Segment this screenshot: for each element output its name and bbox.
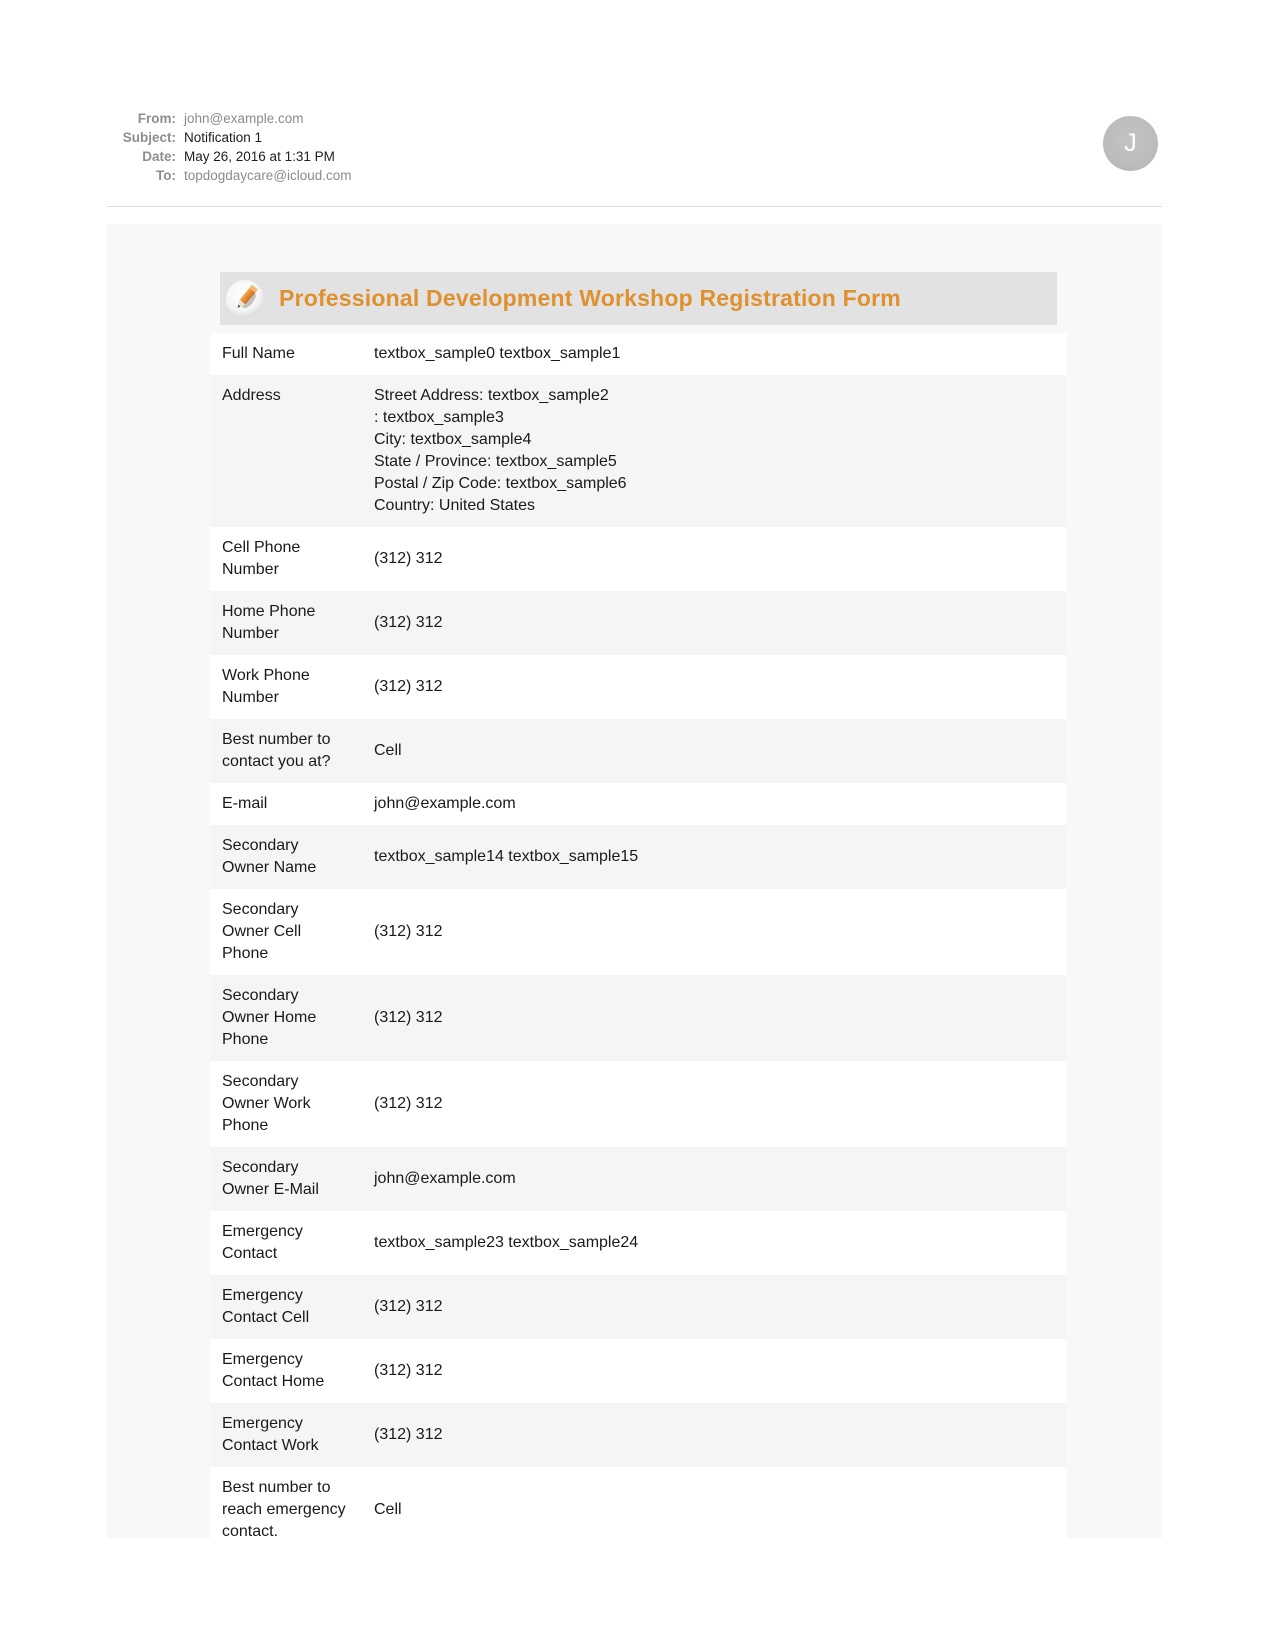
form-row	[210, 783, 1067, 825]
field-label: Secondary Owner E-Mail	[222, 1159, 319, 1198]
mail-field	[110, 166, 352, 185]
mail-field-label: Date:	[142, 149, 176, 164]
mail-field-value: topdogdaycare@icloud.com	[184, 168, 352, 183]
form-row	[210, 1467, 1067, 1538]
mail-field-label: To:	[156, 168, 176, 183]
form-header	[220, 272, 1057, 325]
mail-field-label: Subject:	[122, 130, 176, 145]
field-value: (312) 312	[374, 923, 443, 940]
field-label: Cell Phone Number	[222, 539, 301, 578]
mail-field	[110, 128, 352, 147]
field-value: textbox_sample23 textbox_sample24	[374, 1234, 639, 1251]
form-row	[210, 527, 1067, 591]
form-row	[210, 1211, 1067, 1275]
form-row	[210, 1061, 1067, 1147]
field-label: Best number to contact you at?	[222, 731, 331, 770]
form-title: Professional Development Workshop Registration Form	[279, 285, 901, 311]
field-value: (312) 312	[374, 550, 443, 567]
field-value: Cell	[374, 742, 402, 759]
field-label: Emergency Contact Work	[222, 1415, 319, 1454]
mail-field-label: From:	[137, 111, 176, 126]
field-value: (312) 312	[374, 1298, 443, 1315]
mail-header-fields	[110, 109, 352, 185]
field-value: (312) 312	[374, 1426, 443, 1443]
field-value: (312) 312	[374, 678, 443, 695]
mail-field	[110, 147, 352, 166]
field-label: Emergency Contact	[222, 1223, 303, 1262]
field-value: textbox_sample0 textbox_sample1	[374, 345, 621, 362]
field-label: Secondary Owner Work Phone	[222, 1073, 311, 1134]
field-value: (312) 312	[374, 1362, 443, 1379]
form-row	[210, 375, 1067, 527]
avatar[interactable]: J	[1103, 116, 1158, 171]
mail-field-value: john@example.com	[184, 111, 304, 126]
email-body-panel	[107, 224, 1162, 1538]
mail-field-value: May 26, 2016 at 1:31 PM	[184, 149, 335, 164]
field-value: (312) 312	[374, 614, 443, 631]
field-value: (312) 312	[374, 1095, 443, 1112]
form-row	[210, 1275, 1067, 1339]
field-label: Secondary Owner Home Phone	[222, 987, 317, 1048]
form-row	[210, 975, 1067, 1061]
form-row	[210, 1339, 1067, 1403]
field-value: Street Address: textbox_sample2 : textbox_sample3 City: textbox_sample4 State / Province: textbox_sample5 Postal / Zip Code: textbox_sample6 Country: United States	[374, 387, 627, 514]
field-label: E-mail	[222, 795, 268, 812]
field-value: john@example.com	[374, 795, 516, 812]
form-row	[210, 655, 1067, 719]
mail-field	[110, 109, 352, 128]
pencil-icon	[225, 279, 265, 319]
field-value: (312) 312	[374, 1009, 443, 1026]
form-row	[210, 591, 1067, 655]
field-label: Emergency Contact Home	[222, 1351, 325, 1390]
form-row	[210, 889, 1067, 975]
form-fields-table	[210, 333, 1067, 1538]
field-label: Full Name	[222, 345, 295, 362]
field-value: Cell	[374, 1501, 402, 1518]
form-row	[210, 1403, 1067, 1467]
field-label: Secondary Owner Name	[222, 837, 317, 876]
field-label: Best number to reach emergency contact.	[222, 1479, 346, 1538]
field-value: textbox_sample14 textbox_sample15	[374, 848, 639, 865]
registration-form	[210, 272, 1067, 1538]
form-row	[210, 1147, 1067, 1211]
header-divider	[107, 206, 1162, 207]
field-value: john@example.com	[374, 1170, 516, 1187]
form-table-body	[210, 333, 1067, 1538]
mail-field-value: Notification 1	[184, 130, 263, 145]
form-row	[210, 825, 1067, 889]
field-label: Emergency Contact Cell	[222, 1287, 310, 1326]
field-label: Home Phone Number	[222, 603, 316, 642]
form-row	[210, 333, 1067, 375]
form-row	[210, 719, 1067, 783]
field-label: Work Phone Number	[222, 667, 310, 706]
field-label: Address	[222, 387, 281, 404]
field-label: Secondary Owner Cell Phone	[222, 901, 302, 962]
